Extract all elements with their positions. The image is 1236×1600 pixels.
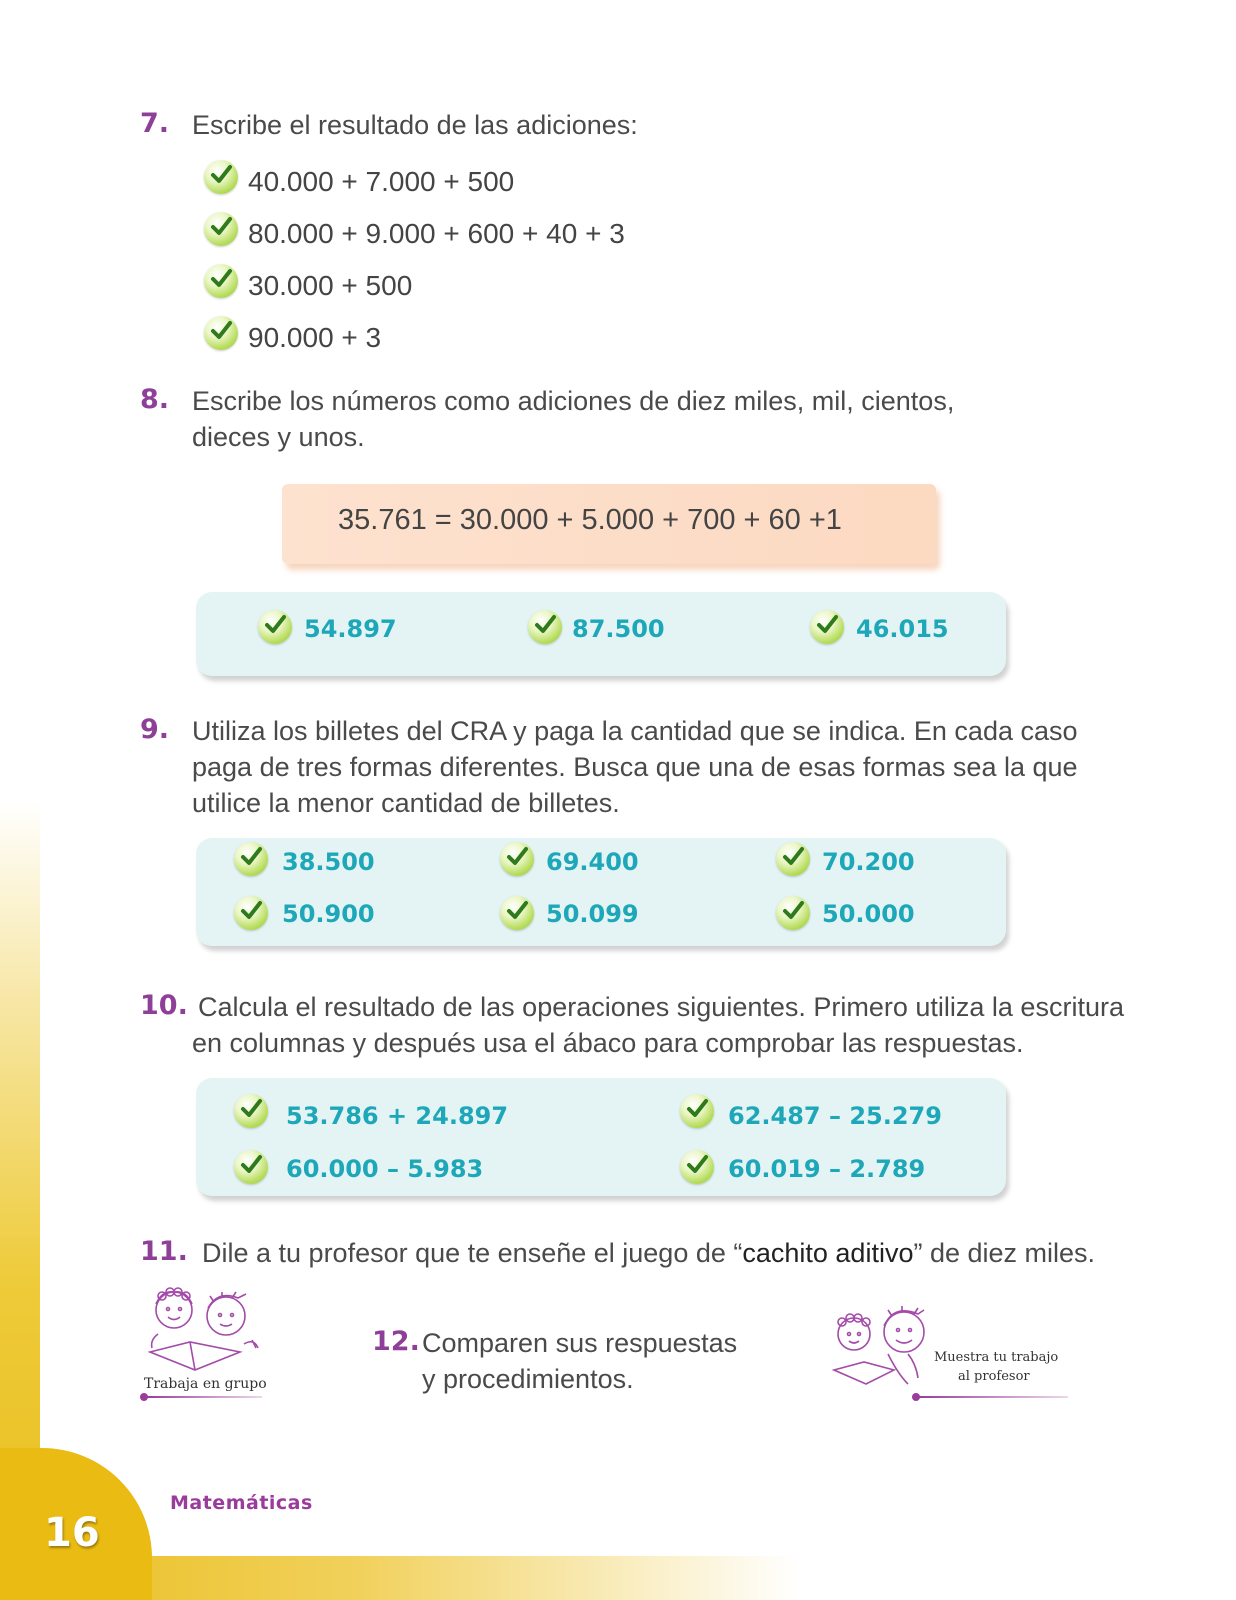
q9-item: 69.400 (546, 848, 639, 876)
check-icon (528, 610, 562, 644)
check-icon (776, 842, 810, 876)
q11-text-before: Dile a tu profesor que te enseñe el juego de “ (202, 1238, 743, 1268)
check-icon (234, 1150, 268, 1184)
kids-group-illustration (140, 1282, 270, 1382)
caption-underline (146, 1396, 262, 1398)
check-icon (500, 842, 534, 876)
q9-item: 70.200 (822, 848, 915, 876)
q11-number: 11. (140, 1236, 188, 1267)
q8-text-line2: dieces y unos. (192, 422, 365, 452)
q9-text-line3: utilice la menor cantidad de billetes. (192, 788, 620, 818)
q8-text-line1: Escribe los números como adiciones de diez miles, mil, cientos, (192, 386, 955, 416)
kids-teacher-illustration (828, 1306, 938, 1394)
teacher-caption-line1: Muestra tu trabajo (934, 1350, 1059, 1365)
q7-item: 40.000 + 7.000 + 500 (248, 166, 515, 197)
check-icon (680, 1150, 714, 1184)
q9-item: 50.099 (546, 900, 639, 928)
q9-item: 50.900 (282, 900, 375, 928)
q10-item: 60.000 – 5.983 (286, 1155, 484, 1183)
check-icon (680, 1094, 714, 1128)
q8-item: 46.015 (856, 615, 949, 643)
q9-text-line2: paga de tres formas diferentes. Busca que una de esas formas sea la que (192, 752, 1078, 782)
q10-item: 53.786 + 24.897 (286, 1102, 509, 1130)
check-icon (204, 316, 238, 350)
q7-item: 80.000 + 9.000 + 600 + 40 + 3 (248, 218, 625, 249)
check-icon (500, 896, 534, 930)
q7-number: 7. (140, 108, 170, 139)
q7-text: Escribe el resultado de las adiciones: (192, 110, 638, 140)
q9-item: 38.500 (282, 848, 375, 876)
example-equation: 35.761 = 30.000 + 5.000 + 700 + 60 +1 (338, 504, 842, 536)
check-icon (204, 212, 238, 246)
q11-highlight: cachito aditivo (742, 1238, 914, 1268)
check-icon (776, 896, 810, 930)
subject-label: Matemáticas (170, 1492, 313, 1514)
check-icon (258, 610, 292, 644)
group-work-caption: Trabaja en grupo (144, 1376, 267, 1392)
teacher-caption-line2: al profesor (958, 1369, 1030, 1384)
check-icon (234, 1094, 268, 1128)
q10-item: 60.019 – 2.789 (728, 1155, 926, 1183)
q10-item: 62.487 – 25.279 (728, 1102, 942, 1130)
q9-number: 9. (140, 714, 170, 745)
q11-text (202, 1235, 1095, 1271)
check-icon (234, 896, 268, 930)
check-icon (204, 160, 238, 194)
q8-item: 54.897 (304, 615, 397, 643)
q9-text-line1: Utiliza los billetes del CRA y paga la cantidad que se indica. En cada caso (192, 716, 1078, 746)
q12-text-line1: Comparen sus respuestas (422, 1328, 738, 1358)
page-number: 16 (44, 1510, 100, 1556)
q12-number: 12. (372, 1326, 420, 1357)
example-box (282, 484, 936, 564)
q9-item: 50.000 (822, 900, 915, 928)
q7-item: 90.000 + 3 (248, 322, 382, 353)
q8-number: 8. (140, 384, 170, 415)
q12-text-line2: y procedimientos. (422, 1364, 634, 1394)
q10-text-line1: Calcula el resultado de las operaciones siguientes. Primero utiliza la escritura (198, 992, 1124, 1022)
q7-item: 30.000 + 500 (248, 270, 413, 301)
check-icon (234, 842, 268, 876)
q10-number: 10. (140, 990, 188, 1021)
q11-text-after: ” de diez miles. (913, 1238, 1096, 1268)
check-icon (204, 264, 238, 298)
check-icon (810, 610, 844, 644)
caption-underline (918, 1396, 1068, 1398)
q10-text-line2: en columnas y después usa el ábaco para comprobar las respuestas. (192, 1028, 1024, 1058)
q8-item: 87.500 (572, 615, 665, 643)
